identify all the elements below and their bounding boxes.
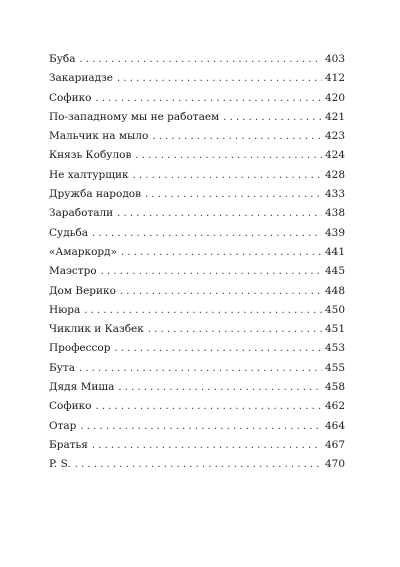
toc-entry-title: По-западному мы не работаем: [49, 110, 220, 123]
toc-entry-title: P. S.: [49, 458, 71, 471]
dot-leader: [152, 127, 322, 146]
toc-entry-title: Дядя Миша: [49, 381, 115, 394]
toc-entry: [49, 378, 345, 397]
dot-leader: [223, 108, 322, 127]
toc-entry-title: Князь Кобулов: [49, 149, 132, 162]
toc-entry-page: 438: [324, 207, 345, 220]
toc-entry: [49, 282, 345, 301]
toc-entry: [49, 185, 345, 204]
dot-leader: [148, 320, 322, 339]
toc-entry-page: 458: [324, 381, 345, 394]
dot-leader: [114, 339, 322, 358]
toc-entry-page: 433: [324, 188, 345, 201]
toc-entry: [49, 243, 345, 262]
toc-entry-page: 428: [324, 168, 345, 181]
toc-entry-title: Отар: [49, 419, 77, 432]
toc-entry-page: 455: [324, 361, 345, 374]
toc-entry: [49, 417, 345, 436]
toc-entry: [49, 436, 345, 455]
toc-entry-page: 439: [324, 226, 345, 239]
toc-entry-title: Заработали: [49, 207, 114, 220]
toc-entry-page: 448: [324, 284, 345, 297]
toc-entry-page: 450: [324, 303, 345, 316]
toc-entry-title: Не халтурщик: [49, 168, 129, 181]
table-of-contents: [49, 50, 345, 475]
dot-leader: [75, 455, 322, 474]
dot-leader: [135, 146, 322, 165]
toc-entry: [49, 301, 345, 320]
toc-entry-page: 421: [324, 110, 345, 123]
dot-leader: [95, 89, 321, 108]
toc-entry: [49, 89, 345, 108]
toc-entry-title: Маэстро: [49, 265, 97, 278]
toc-entry-title: Братья: [49, 438, 88, 451]
toc-entry-title: Буба: [49, 53, 76, 65]
dot-leader: [117, 204, 322, 223]
toc-entry-page: 445: [324, 265, 345, 278]
toc-entry-title: Закариадзе: [49, 72, 114, 85]
dot-leader: [133, 166, 322, 185]
toc-entry-title: Нюра: [49, 303, 81, 316]
toc-entry: [49, 262, 345, 281]
toc-entry-title: Бута: [49, 361, 75, 374]
toc-entry: [49, 50, 345, 69]
toc-entry: [49, 320, 345, 339]
toc-entry-title: Мальчик на мыло: [49, 130, 149, 143]
toc-entry: [49, 397, 345, 416]
toc-entry-page: 453: [324, 342, 345, 355]
toc-entry-page: 424: [324, 149, 345, 162]
dot-leader: [120, 282, 322, 301]
toc-entry-page: 464: [324, 419, 345, 432]
toc-entry: [49, 204, 345, 223]
dot-leader: [92, 224, 322, 243]
toc-entry-title: Чиклик и Казбек: [49, 323, 144, 336]
toc-entry-page: 403: [324, 53, 345, 65]
dot-leader: [145, 185, 322, 204]
toc-entry-page: 462: [324, 400, 345, 413]
toc-entry: [49, 166, 345, 185]
toc-entry: [49, 339, 345, 358]
dot-leader: [101, 262, 322, 281]
toc-entry-page: 467: [324, 438, 345, 451]
dot-leader: [80, 417, 322, 436]
toc-entry: [49, 359, 345, 378]
toc-entry: [49, 69, 345, 88]
toc-entry-title: Судьба: [49, 226, 88, 239]
toc-entry-title: Софико: [49, 91, 92, 104]
dot-leader: [84, 301, 322, 320]
toc-entry: [49, 146, 345, 165]
toc-entry: [49, 108, 345, 127]
toc-entry-page: 420: [324, 91, 345, 104]
toc-entry-title: Дружба народов: [49, 188, 142, 201]
dot-leader: [92, 436, 322, 455]
toc-entry-page: 412: [324, 72, 345, 85]
toc-entry-page: 451: [324, 323, 345, 336]
toc-entry-title: Дом Верико: [49, 284, 116, 297]
toc-entry-title: Софико: [49, 400, 92, 413]
toc-entry: [49, 455, 345, 474]
dot-leader: [121, 243, 322, 262]
toc-entry-title: «Амаркорд»: [49, 245, 118, 258]
dot-leader: [118, 378, 322, 397]
toc-entry-page: 441: [324, 245, 345, 258]
toc-entry-page: 423: [324, 130, 345, 143]
dot-leader: [79, 359, 322, 378]
toc-entry-title: Профессор: [49, 342, 111, 355]
toc-entry: [49, 127, 345, 146]
dot-leader: [95, 397, 321, 416]
dot-leader: [117, 69, 322, 88]
toc-entry: [49, 224, 345, 243]
dot-leader: [79, 50, 321, 69]
toc-entry-page: 470: [324, 458, 345, 471]
